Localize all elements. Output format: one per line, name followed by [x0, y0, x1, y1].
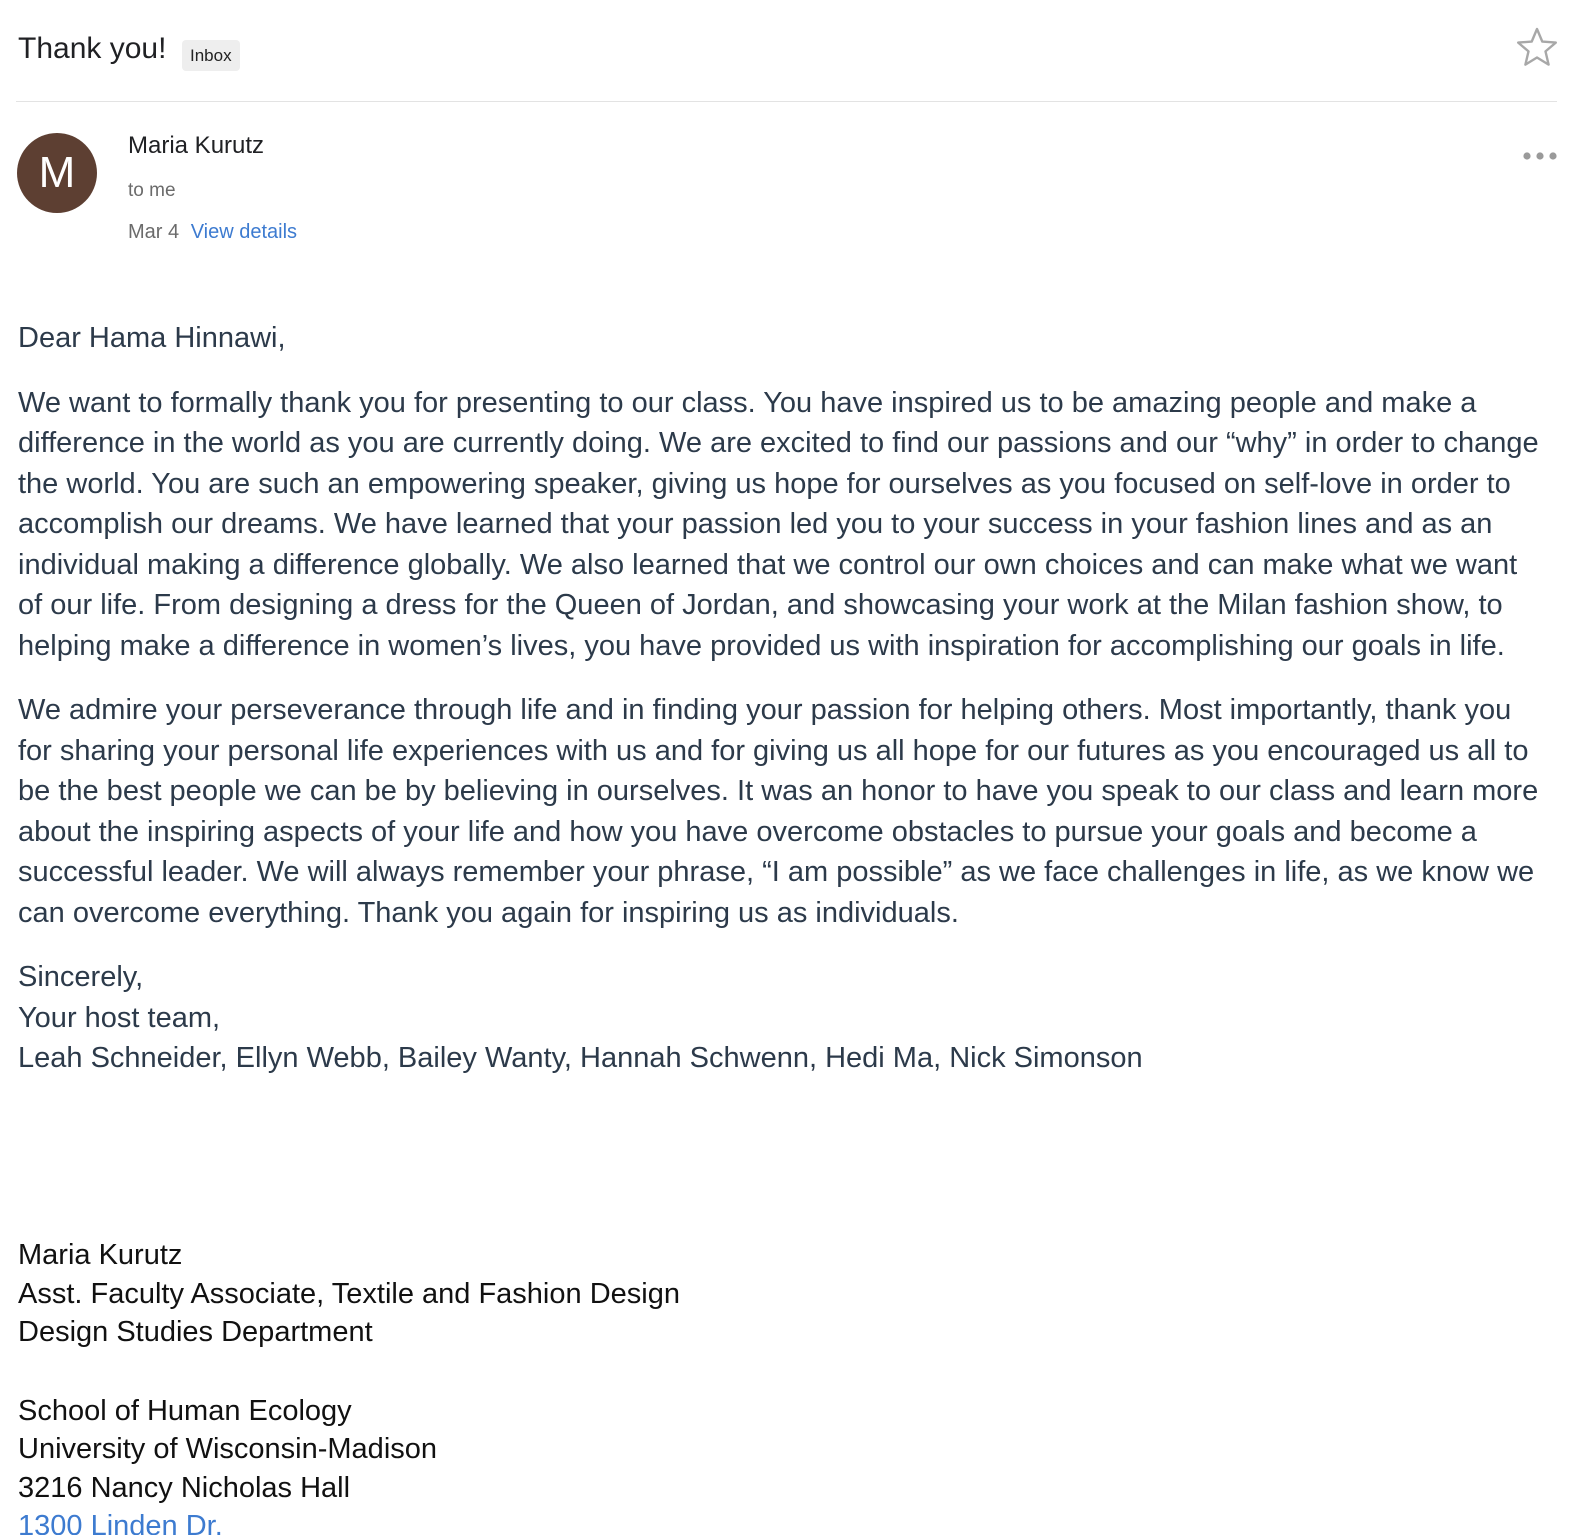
- email-subject: Thank you!: [18, 32, 167, 65]
- star-icon[interactable]: [1516, 26, 1558, 68]
- signature-address-link[interactable]: 1300 Linden Dr.: [18, 1510, 223, 1535]
- team-names: Leah Schneider, Ellyn Webb, Bailey Wanty, Hannah Schwenn, Hedi Ma, Nick Simonson: [18, 1042, 1143, 1074]
- signature-office: 3216 Nancy Nicholas Hall: [18, 1471, 351, 1504]
- email-header: [18, 26, 1558, 86]
- sender-avatar[interactable]: M: [17, 133, 97, 213]
- body-paragraph-2: We admire your perseverance through life and in finding your passion for helping others. Most importantly, thank you for sharing your personal life experiences with us and for giving us all hope for our futures as you encouraged us all to be the best people we can be by believing in ourselves. It was an honor to have you speak to our class and learn more about the inspiring aspects of your life and how you have overcome obstacles to pursue your goals and become a successful leader. We will always remember your phrase, “I am possible” as we face challenges in life, as we know we can overcome everything. Thank you again for inspiring us as individuals.: [18, 694, 1539, 929]
- body-paragraph-1: We want to formally thank you for presenting to our class. You have inspired us to be amazing people and make a difference in the world as you are currently doing. We are excited to find our passions and our “why” in order to change the world. You are such an empowering speaker, giving us hope for ourselves as you focused on self-love in order to accomplish our dreams. We have learned that your passion led you to your success in your fashion lines and as an individual making a difference globally. We also learned that we control our own choices and can make what we want of our life. From designing a dress for the Queen of Jordan, and showcasing your work at the Milan fashion show, to helping make a difference in women’s lives, you have provided us with inspiration for accomplishing our goals in life.: [18, 386, 1539, 662]
- signature-department: Design Studies Department: [18, 1316, 373, 1348]
- signature-university: University of Wisconsin-Madison: [18, 1433, 438, 1465]
- team-line: Your host team,: [18, 1001, 221, 1034]
- sender-name[interactable]: Maria Kurutz: [128, 132, 265, 159]
- email-signature: [18, 1236, 1218, 1535]
- view-details-link[interactable]: View details: [190, 221, 298, 243]
- recipient-line: to me: [128, 180, 176, 201]
- header-divider: [16, 101, 1557, 102]
- greeting: Dear Hama Hinnawi,: [18, 322, 286, 354]
- more-horizontal-icon[interactable]: [1522, 146, 1558, 166]
- email-body: [18, 318, 1548, 1079]
- signature-gap: [18, 1352, 1218, 1392]
- signature-name: Maria Kurutz: [18, 1239, 183, 1271]
- inbox-label-chip[interactable]: Inbox: [182, 40, 240, 71]
- signature-title: Asst. Faculty Associate, Textile and Fashion Design: [18, 1277, 680, 1310]
- signoff: [18, 957, 1548, 1079]
- date-line: [128, 221, 297, 244]
- closing: Sincerely,: [18, 961, 144, 993]
- email-date: Mar 4: [128, 221, 180, 243]
- signature-school: School of Human Ecology: [18, 1394, 352, 1427]
